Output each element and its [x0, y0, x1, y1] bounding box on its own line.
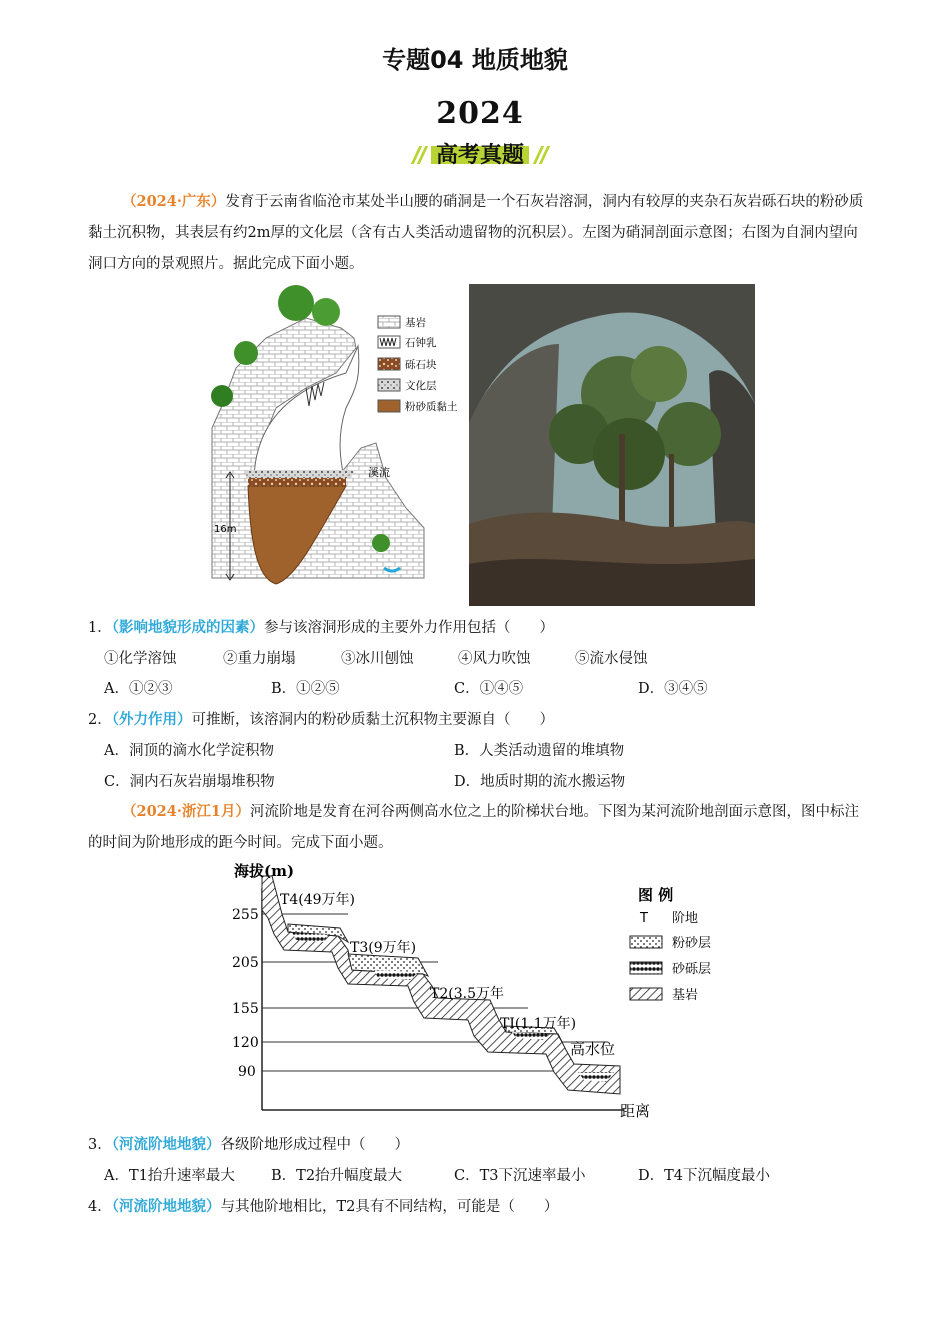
banner-band — [413, 138, 547, 166]
y-axis-label: 海拔(m) — [234, 862, 295, 880]
terrace-label-t4: T4(49万年) — [280, 892, 355, 908]
q1-option-c[interactable]: C．①④⑤ — [454, 681, 524, 697]
question-number: 3． — [88, 1137, 112, 1153]
topic-tag: （河流阶地地貌） — [111, 1136, 221, 1153]
legend-title: 图 例 — [638, 886, 674, 904]
legend-label: 石钟乳 — [405, 337, 437, 349]
q3-option-d[interactable]: D．T4下沉幅度最小 — [638, 1168, 771, 1184]
legend-symbol-t: T — [640, 911, 648, 926]
cave-photo — [469, 284, 755, 606]
q2-option-d[interactable]: D．地质时期的流水搬运物 — [454, 774, 626, 790]
topic-tag: （河流阶地地貌） — [111, 1198, 221, 1215]
question-stem: 参与该溶洞形成的主要外力作用包括（ ） — [263, 620, 554, 636]
legend-swatch-bedrock — [378, 316, 400, 328]
legend-label: 砂砾层 — [672, 962, 712, 977]
y-tick: 155 — [232, 1001, 259, 1017]
legend-label: 基岩 — [672, 988, 699, 1003]
source-tag: （2024·广东） — [122, 193, 226, 210]
banner-label: 高考真题 — [435, 143, 524, 168]
x-axis-label: 距离 — [620, 1102, 651, 1120]
legend-label: 阶地 — [672, 911, 699, 926]
legend-label: 文化层 — [405, 380, 437, 392]
q1-item: ⑤流水侵蚀 — [575, 651, 648, 667]
y-tick: 90 — [238, 1064, 256, 1080]
q3-option-c[interactable]: C．T3下沉速率最小 — [454, 1168, 586, 1184]
source-tag: （2024·浙江1月） — [122, 803, 250, 820]
legend-swatch-gravel — [378, 358, 400, 370]
terrace-label-t3: T3(9万年) — [350, 940, 417, 956]
q2-option-a[interactable]: A．洞顶的滴水化学淀积物 — [104, 743, 274, 759]
question-4 — [88, 1197, 558, 1217]
q3-option-a[interactable]: A．T1抬升速率最大 — [104, 1168, 235, 1184]
q1-item: ②重力崩塌 — [223, 651, 296, 667]
q2-option-b[interactable]: B．人类活动遗留的堆填物 — [454, 743, 625, 759]
q1-option-a[interactable]: A．①②③ — [104, 681, 173, 697]
intro-text: 发育于云南省临沧市某处半山腰的硝洞是一个石灰岩溶洞，洞内有较厚的夹杂石灰岩砾石块的粉砂质黏土沉积物，其表层有约2m厚的文化层（含有古人类活动遗留物的沉积层）。左图为硝洞剖面示意图；右图为自洞内望向洞口方向的景观照片。据此完成下面小题。 — [88, 194, 864, 272]
intro-paragraph-2 — [88, 796, 868, 859]
q3-option-b[interactable]: B．T2抬升幅度最大 — [271, 1168, 403, 1184]
question-stem: 可推断，该溶洞内的粉砂质黏土沉积物主要源自（ ） — [191, 712, 554, 728]
terrace-label-t2: T2(3.5万年 — [430, 986, 504, 1002]
legend-swatch-gravel — [630, 962, 662, 974]
q1-option-b[interactable]: B．①②⑤ — [271, 681, 340, 697]
question-2 — [88, 710, 554, 730]
legend-swatch-clay — [378, 400, 400, 412]
high-water-label: 高水位 — [570, 1040, 616, 1058]
depth-label: 16m — [214, 524, 237, 535]
intro-text: 河流阶地是发育在河谷两侧高水位之上的阶梯状台地。下图为某河流阶地剖面示意图，图中标注的时间为阶地形成的距今时间。完成下面小题。 — [88, 804, 859, 851]
question-number: 1． — [88, 620, 112, 636]
q1-item: ①化学溶蚀 — [104, 651, 177, 667]
q2-option-c[interactable]: C．洞内石灰岩崩塌堆积物 — [104, 774, 275, 790]
q1-item: ④风力吹蚀 — [458, 651, 531, 667]
intro-paragraph-1 — [88, 186, 868, 280]
topic-tag: （影响地貌形成的因素） — [111, 619, 264, 636]
river-terrace-diagram — [228, 858, 722, 1122]
question-number: 2． — [88, 712, 112, 728]
question-3 — [88, 1135, 409, 1155]
legend-swatch-silt — [630, 936, 662, 948]
y-tick: 205 — [232, 955, 259, 971]
banner-year: 2024 — [436, 96, 524, 131]
legend-label: 砾石块 — [405, 359, 437, 371]
legend-swatch-culture — [378, 379, 400, 391]
page-title: 专题04 地质地貌 — [382, 46, 568, 74]
terrace-label-t1: TI(1.1万年) — [500, 1016, 577, 1032]
stream-label: 溪流 — [368, 466, 390, 479]
cave-section-diagram — [206, 278, 468, 588]
section-banner — [395, 92, 565, 172]
y-tick: 120 — [232, 1035, 259, 1051]
y-tick: 255 — [232, 907, 259, 923]
question-number: 4． — [88, 1199, 112, 1215]
question-1 — [88, 618, 554, 638]
legend-swatch-bedrock — [630, 988, 662, 1000]
legend-label: 粉砂层 — [672, 936, 712, 951]
q1-item: ③冰川刨蚀 — [341, 651, 414, 667]
question-stem: 各级阶地形成过程中（ ） — [220, 1137, 409, 1153]
legend-label: 粉砂质黏土 — [405, 401, 458, 413]
legend-label: 基岩 — [405, 317, 426, 329]
topic-tag: （外力作用） — [111, 711, 192, 728]
question-stem: 与其他阶地相比，T2具有不同结构，可能是（ ） — [220, 1199, 559, 1215]
q1-option-d[interactable]: D．③④⑤ — [638, 681, 708, 697]
